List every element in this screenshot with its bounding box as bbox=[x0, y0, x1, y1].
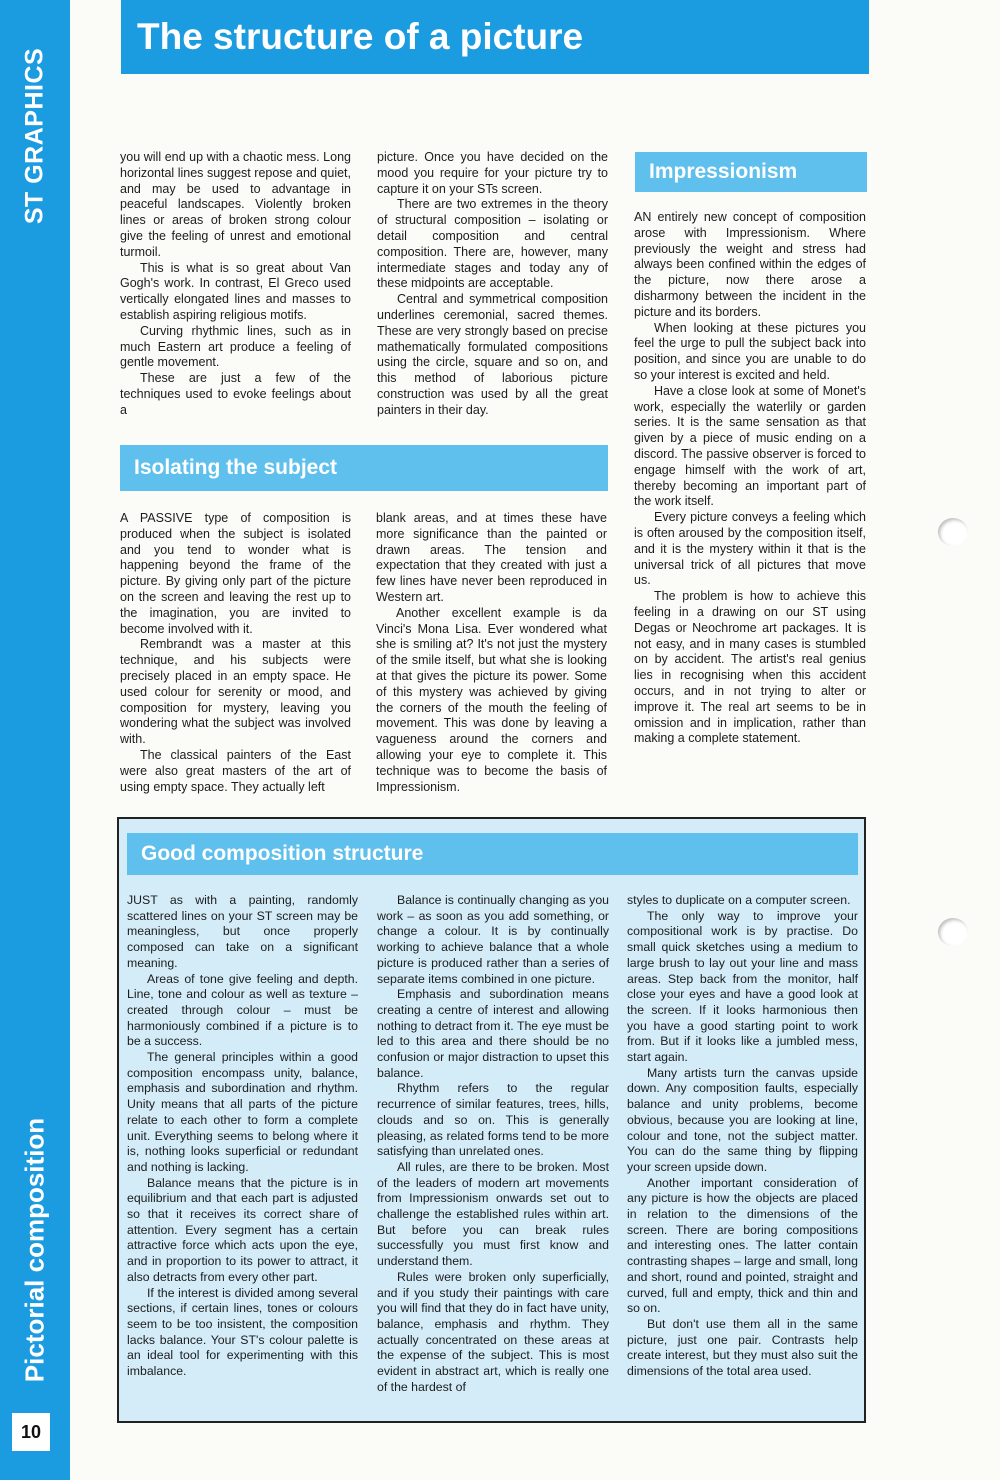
paragraph: Have a close look at some of Monet's work, especially the waterlily or garden series. It is the same sensation as that given by a piece of music ending on a discord. The passive observer is forced to engage himself with the work of art, thereby becoming an important part of the work itself. bbox=[634, 383, 866, 509]
paragraph: The classical painters of the East were also great masters of the art of using empty space. They actually left bbox=[120, 747, 351, 794]
paragraph: Another excellent example is da Vinci's Mona Lisa. Ever wondered what she is smiling at? It's not just the mystery of the smile itself, but what she is looking at that gives the picture its power. Some of this mystery was achieved by giving the corners of the mouth the feeling of movement. This was done by leaving a vagueness around the corners and allowing your eye to complete it. This technique was to become the basis of Impressionism. bbox=[376, 605, 607, 794]
paragraph: Balance is continually changing as you work – as soon as you add something, or change a colour. It is by continually working to achieve balance that a whole picture is produced rather than a series of separate items combined in one picture. bbox=[377, 893, 609, 986]
paragraph: A PASSIVE type of composition is produced when the subject is isolated and you tend to wonder what is happening beyond the frame of the picture. By giving only part of the picture on the screen and leaving the rest up to the imagination, you are invited to become involved with it. bbox=[120, 511, 351, 636]
paragraph: Emphasis and subordination means creating a centre of interest and allowing nothing to detract from it. The eye must be led to this area and there should be no confusion or major distraction to upset this balance. bbox=[377, 987, 609, 1080]
paragraph: There are two extremes in the theory of structural composition – isolating or detail composition and central composition. There are, however, many intermediate stages and today any of these midpoints are acceptable. bbox=[377, 197, 608, 291]
paragraph: Rembrandt was a master at this technique, and his subjects were precisely placed in an empty space. He used colour for serenity or mood, and composition for mystery, leaving you wondering what the subject was involved with. bbox=[120, 637, 351, 747]
good-column-3 bbox=[627, 893, 858, 1380]
paragraph: Rules were broken only superficially, and if you study their paintings with care you will find that they do in fact have unity, balance, emphasis and rhythm. They actually concentrated on these areas at the expense of the subject. This is most evident in abstract art, which is really one of the hardest of bbox=[377, 1269, 609, 1394]
paragraph: The problem is how to achieve this feeling in a drawing on our ST using Degas or Neochrome art packages. It is not easy, and in many cases is stumbled on by accident. The artist's real genius lies in recognising when this accident occurs, and in not trying to alter or improve it. The real art seems to be in omission and in implication, rather than making a complete statement. bbox=[634, 589, 866, 746]
isolating-column-1 bbox=[120, 511, 351, 795]
paragraph: Many artists turn the canvas upside down. Any composition faults, especially balance and unity problems, become obvious, because you are looking at line, colour and tone, not the subject matter. You can do the same thing by flipping your screen upside down. bbox=[627, 1065, 858, 1174]
isolating-column-2 bbox=[376, 511, 607, 795]
paragraph: These are just a few of the techniques used to evoke feelings about a bbox=[120, 371, 351, 417]
paragraph: The general principles within a good composition encompass unity, balance, emphasis and subordination and rhythm. Unity means that all parts of the picture relate to each other to form a complete unit. Everything seems to belong where it is, nothing looks superficial or redundant and nothing is lacking. bbox=[127, 1050, 358, 1174]
paragraph: Curving rhythmic lines, such as in much Eastern art produce a feeling of gentle movement. bbox=[120, 323, 351, 370]
paragraph: blank areas, and at times these have more significance than the painted or drawn areas. The tension and expectation that they created with just a few lines have never been reproduced in Western art. bbox=[376, 511, 607, 604]
article-label: Pictorial composition bbox=[19, 1117, 50, 1383]
good-column-2 bbox=[377, 893, 609, 1396]
paragraph: But don't use them all in the same picture, just one pair. Contrasts help create interest, but they must also suit the dimensions of the total area used. bbox=[627, 1316, 858, 1379]
page-title: The structure of a picture bbox=[121, 0, 869, 74]
paragraph: picture. Once you have decided on the mood you require for your picture try to capture it on your STs screen. bbox=[377, 150, 608, 196]
paragraph: JUST as with a painting, randomly scattered lines on your ST screen may be meaningless, but once properly composed can take on a significant meaning. bbox=[127, 893, 358, 970]
isolating-heading: Isolating the subject bbox=[120, 445, 608, 491]
paragraph: All rules, are there to be broken. Most of the leaders of modern art movements from Impressionism onwards set out to challenge the established rules within art. But before you can break rules successfully you must first know and understand them. bbox=[377, 1159, 609, 1269]
paragraph: styles to duplicate on a computer screen. bbox=[627, 893, 851, 907]
impressionism-heading: Impressionism bbox=[635, 152, 867, 192]
paragraph: Balance means that the picture is in equilibrium and that each part is adjusted so that it receives its correct share of attention. Every segment has a certain attractive force which acts upon the eye, and in proportion to its power to attract, it also detracts from every other part. bbox=[127, 1175, 358, 1284]
good-column-1 bbox=[127, 893, 358, 1380]
intro-column-2 bbox=[377, 150, 608, 419]
impressionism-column bbox=[634, 210, 866, 747]
binder-hole-icon bbox=[938, 918, 968, 946]
paragraph: AN entirely new concept of composition arose with Impressionism. Where previously the weight and stress had always been confined within the edges of the picture, now there arose a disharmony between the incident in the picture and its borders. bbox=[634, 210, 866, 319]
paragraph: When looking at these pictures you feel the urge to pull the subject back into position, and since you are unable to do so your interest is excited and held. bbox=[634, 320, 866, 382]
intro-column-1 bbox=[120, 150, 351, 419]
paragraph: Every picture conveys a feeling which is often aroused by the composition itself, and it is the mystery within it that is the universal trick of all pictures that move us. bbox=[634, 510, 866, 588]
paragraph: Rhythm refers to the regular recurrence of similar features, trees, hills, clouds and so on. This is generally pleasing, as related forms tend to be more satisfying than unrelated ones. bbox=[377, 1081, 609, 1159]
section-label: ST GRAPHICS bbox=[20, 47, 49, 225]
binder-hole-icon bbox=[938, 518, 968, 546]
paragraph: This is what is so great about Van Gogh's work. In contrast, El Greco used vertically elongated lines and masses to establish aspiring religious motifs. bbox=[120, 260, 351, 322]
good-composition-box bbox=[117, 817, 866, 1423]
paragraph: Areas of tone give feeling and depth. Line, tone and colour as well as texture – created through colour – must be harmoniously combined if a picture is to be a success. bbox=[127, 971, 358, 1049]
page-number: 10 bbox=[12, 1413, 50, 1451]
paragraph: you will end up with a chaotic mess. Long horizontal lines suggest repose and quiet, and may be used to advantage in peaceful landscapes. Violently broken lines or areas of broken strong colour give the feeling of unrest and emotional turmoil. bbox=[120, 150, 351, 259]
sidebar-strip bbox=[0, 0, 70, 1480]
good-composition-heading: Good composition structure bbox=[127, 833, 858, 875]
paragraph: Central and symmetrical composition underlines ceremonial, sacred themes. These are very strongly based on precise mathematically formulated compositions using the circle, square and so on, and this method of laborious picture construction was used by all the great painters in their day. bbox=[377, 292, 608, 417]
paragraph: The only way to improve your compositional work is by practise. Do small quick sketches using a medium to large brush to lay out your line and mass areas. Step back from the monitor, half close your eyes and have a good look at the screen. If it looks harmonious then you have a good starting point to work from. But if it looks like a jumbled mess, start again. bbox=[627, 908, 858, 1065]
paragraph: Another important consideration of any picture is how the objects are placed in relation to the dimensions of the screen. There are boring compositions and interesting ones. The latter contain contrasting shapes – large and small, long and short, round and pointed, straight and curved, full and empty, thick and thin and so on. bbox=[627, 1175, 858, 1316]
paragraph: If the interest is divided among several sections, if certain lines, tones or colours seem to be too insistent, the composition lacks balance. Your ST's colour palette is an ideal tool for experimenting with this imbalance. bbox=[127, 1285, 358, 1379]
